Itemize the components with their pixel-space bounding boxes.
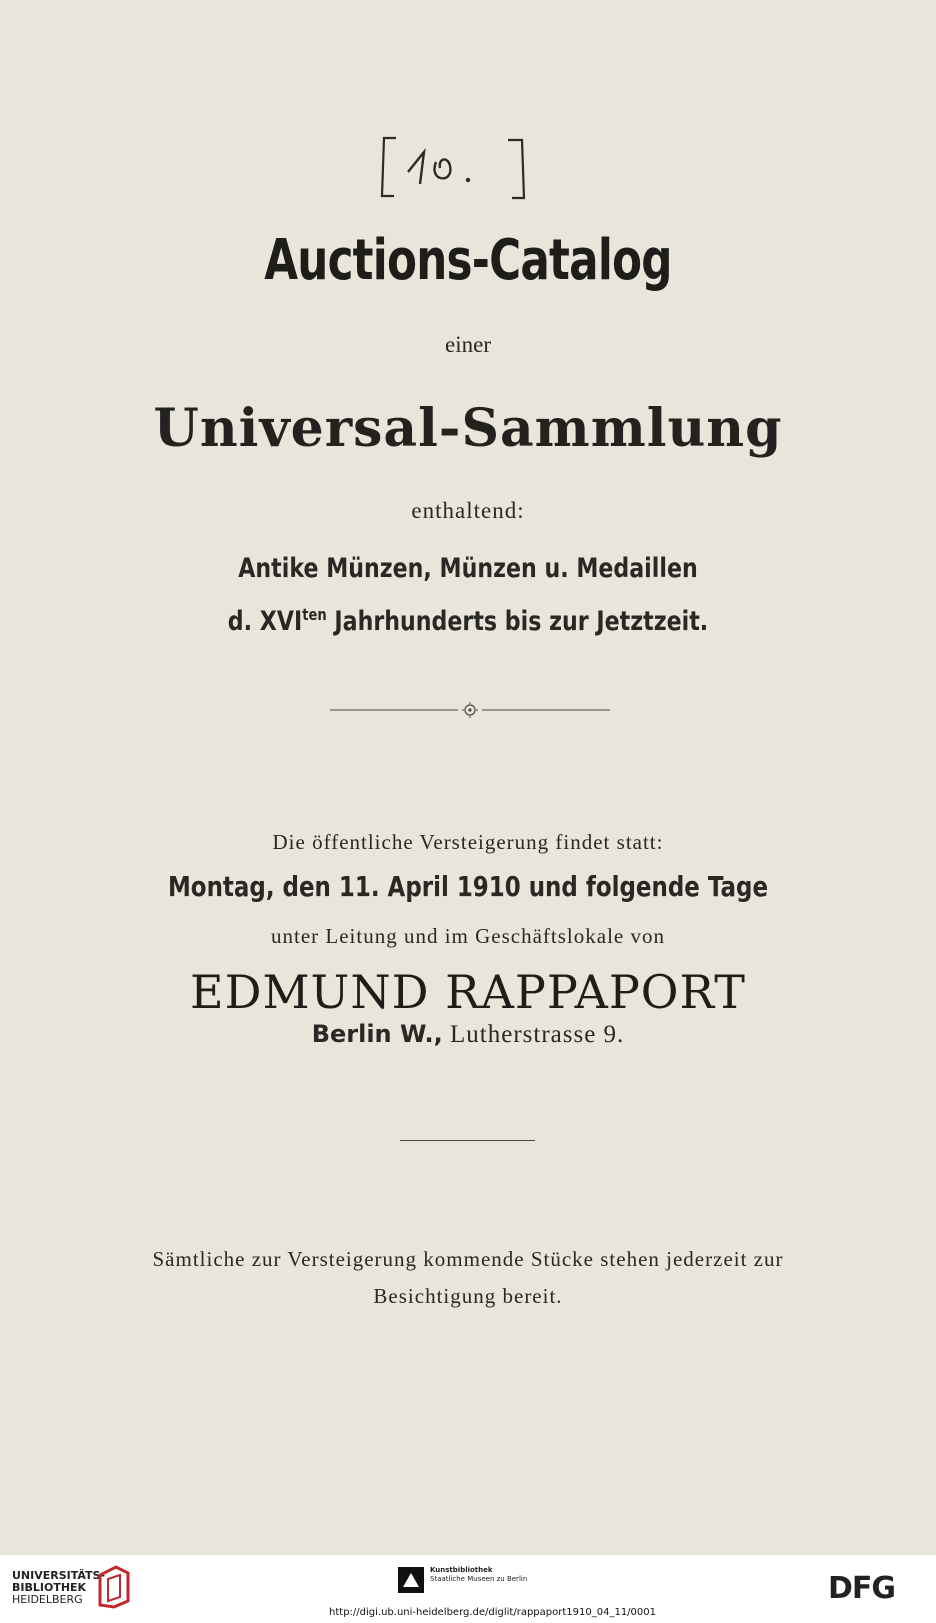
ub-heidelberg-text (12, 1570, 105, 1606)
viewing-note (0, 1241, 936, 1315)
auction-date: Montag, den 11. April 1910 und folgende Tage (167, 870, 769, 903)
kb-line-1: Kunstbibliothek (430, 1566, 493, 1574)
digitization-footer (0, 1555, 936, 1623)
kunstbibliothek-text (430, 1566, 527, 1584)
address-street: Lutherstrasse 9. (442, 1021, 625, 1048)
contents-line-1: Antike Münzen, Münzen u. Medaillen (238, 553, 698, 584)
contents-line-2 (84, 605, 852, 637)
viewing-note-line-2: Besichtigung bereit. (373, 1284, 563, 1308)
viewing-note-line-1: Sämtliche zur Versteigerung kommende Stücke stehen jederzeit zur (152, 1247, 784, 1271)
address-city: Berlin W., (311, 1020, 443, 1048)
ub-line-3: HEIDELBERG (12, 1593, 83, 1606)
auctioneer-address (0, 1020, 936, 1049)
catalog-title: Auctions-Catalog (264, 228, 672, 293)
contents-line-2-sup: ten (302, 605, 327, 624)
collection-title: Universal-Sammlung (153, 398, 783, 459)
enthaltend-label: enthaltend: (411, 498, 525, 523)
ub-line-1: UNIVERSITÄTS- (12, 1569, 106, 1582)
short-divider (400, 1140, 535, 1141)
ub-line-2: BIBLIOTHEK (12, 1581, 87, 1594)
handwritten-note (378, 132, 538, 202)
auctioneer-name: EDMUND RAPPAPORT (189, 965, 746, 1019)
contents-line-2-prefix: d. XVI (227, 606, 303, 637)
ub-heidelberg-logo-icon (96, 1563, 132, 1609)
einer-label: einer (445, 332, 491, 357)
source-url[interactable]: http://digi.ub.uni-heidelberg.de/diglit/rappaport1910_04_11/0001 (329, 1607, 656, 1618)
contents-line-2-suffix: Jahrhunderts bis zur Jetztzeit. (326, 606, 709, 637)
dfg-logo: DFG (828, 1571, 896, 1606)
ornament-divider (330, 702, 610, 718)
kunstbibliothek-logo-icon (398, 1567, 424, 1593)
kb-line-2: Staatliche Museen zu Berlin (430, 1575, 528, 1583)
under-direction: unter Leitung und im Geschäftslokale von (271, 924, 665, 948)
auction-intro: Die öffentliche Versteigerung findet statt: (272, 830, 664, 854)
